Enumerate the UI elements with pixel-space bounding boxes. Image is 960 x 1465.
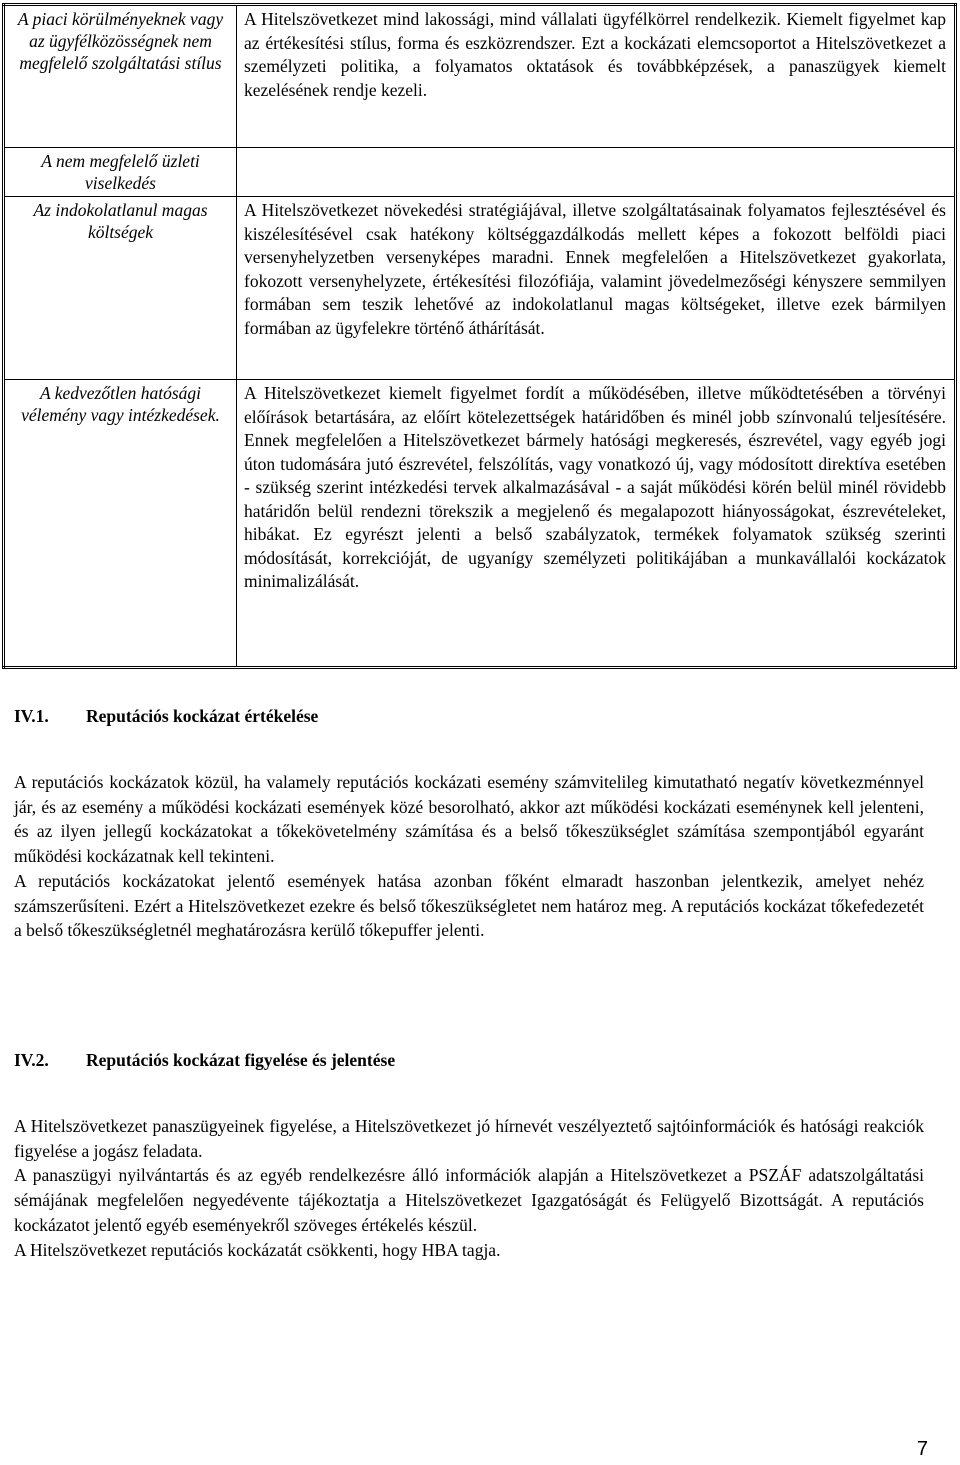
paragraph: A reputációs kockázatok közül, ha valamely reputációs kockázati esemény számvitelileg kimutatható negatív következménnyel jár, és az esemény a működési kockázati események közé besorolható, akkor azt működési kockázati eseménynek kell jelenteni, és az ilyen jellegű kockázatokat a tőkekövetelmény számítása és a belső tőkeszükséglet számítása szempontjából egyaránt működési kockázatnak kell tekinteni. bbox=[14, 772, 924, 867]
paragraph: A Hitelszövetkezet reputációs kockázatát csökkenti, hogy HBA tagja. bbox=[14, 1239, 501, 1260]
table-row bbox=[4, 197, 956, 380]
table-row bbox=[4, 5, 956, 148]
paragraph: A Hitelszövetkezet panaszügyeinek figyelése, a Hitelszövetkezet jó hírnevét veszélyeztető sajtóinformációk és hatósági reakciók figyelése a jogász feladata. bbox=[14, 1116, 924, 1161]
table-row bbox=[4, 380, 956, 668]
risk-cell: A nem megfelelő üzleti viselkedés bbox=[4, 148, 237, 197]
measure-cell: A Hitelszövetkezet kiemelt figyelmet fordít a működésében, illetve működtetésében a törvényi előírások betartására, az előírt kötelezettségek határidőben és minél jobb színvonalú teljesítésére. Ennek megfelelően a Hitelszövetkezet bármely hatósági megkeresés, észrevétel, vagy egyéb jogi úton tudomására jutó észrevétel, felszólítás, vagy vonatkozó új, vagy módosított direktíva esetében - szükség szerint intézkedési tervek alkalmazásával - a saját működési körén belül minél rövidebb határidőn belül rendezni törekszik a megjelenő és megalapozott hiányosságokat, észrevételeket, hibákat. Ez egyrészt jelenti a belső szabályzatok, termékek folyamatok szükség szerinti módosítását, korrekcióját, de ugyanígy személyzeti politikájában a munkavállalói kockázatok minimalizálását. bbox=[237, 380, 956, 668]
section-heading bbox=[14, 1050, 395, 1071]
section-title: Reputációs kockázat értékelése bbox=[86, 706, 319, 726]
risk-cell: Az indokolatlanul magas költségek bbox=[4, 197, 237, 380]
section-heading bbox=[14, 706, 318, 727]
risk-table bbox=[2, 3, 957, 669]
section-title: Reputációs kockázat figyelése és jelentése bbox=[86, 1050, 396, 1070]
page-number: 7 bbox=[916, 1438, 928, 1460]
measure-cell bbox=[237, 148, 956, 197]
paragraph: A reputációs kockázatokat jelentő események hatása azonban főként elmaradt haszonban jelentkezik, amelyet nehéz számszerűsíteni. Ezért a Hitelszövetkezet ezekre és belső tőkeszükségletet nem határoz meg. A reputációs kockázat tőkefedezetét a belső tőkeszükségletnél meghatározásra kerülő tőkepuffer jelenti. bbox=[14, 870, 924, 941]
section-body bbox=[14, 1114, 924, 1262]
section-body bbox=[14, 770, 924, 943]
measure-cell: A Hitelszövetkezet növekedési stratégiájával, illetve szolgáltatásainak folyamatos fejlesztésével és kiszélesítésével csak hatékony költséggazdálkodás mellett képes a fokozott belföldi piaci versenyhelyzetben versenyképes maradni. Ennek megfelelően a Hitelszövetkezet gyakorlata, fokozott versenyhelyzete, értékesítési filozófiája, valamint jövedelmezőségi kényszere semmilyen formában sem teszik lehetővé az indokolatlanul magas költségeket, illetve ezek bármilyen formában az ügyfelekre történő áthárítását. bbox=[237, 197, 956, 380]
section-number: IV.2. bbox=[14, 1050, 49, 1070]
risk-cell: A kedvezőtlen hatósági vélemény vagy intézkedések. bbox=[4, 380, 237, 668]
risk-cell: A piaci körülményeknek vagy az ügyfélközösségnek nem megfelelő szolgáltatási stílus bbox=[4, 5, 237, 148]
paragraph: A panaszügyi nyilvántartás és az egyéb rendelkezésre álló információk alapján a Hitelszövetkezet a PSZÁF adatszolgáltatási sémájának megfelelően negyedévente tájékoztatja a Hitelszövetkezet Igazgatóságát és Felügyelő Bizottságát. A reputációs kockázatot jelentő egyéb eseményekről szöveges értékelés készül. bbox=[14, 1165, 924, 1235]
table-row bbox=[4, 148, 956, 197]
section-number: IV.1. bbox=[14, 706, 49, 726]
measure-cell: A Hitelszövetkezet mind lakossági, mind vállalati ügyfélkörrel rendelkezik. Kiemelt figyelmet kap az értékesítési stílus, forma és eszközrendszer. Ezt a kockázati elemcsoportot a Hitelszövetkezet a személyzeti politika, a folyamatos oktatások és továbbképzések, a panaszügyek kiemelt kezelésének rendje kezeli. bbox=[237, 5, 956, 148]
